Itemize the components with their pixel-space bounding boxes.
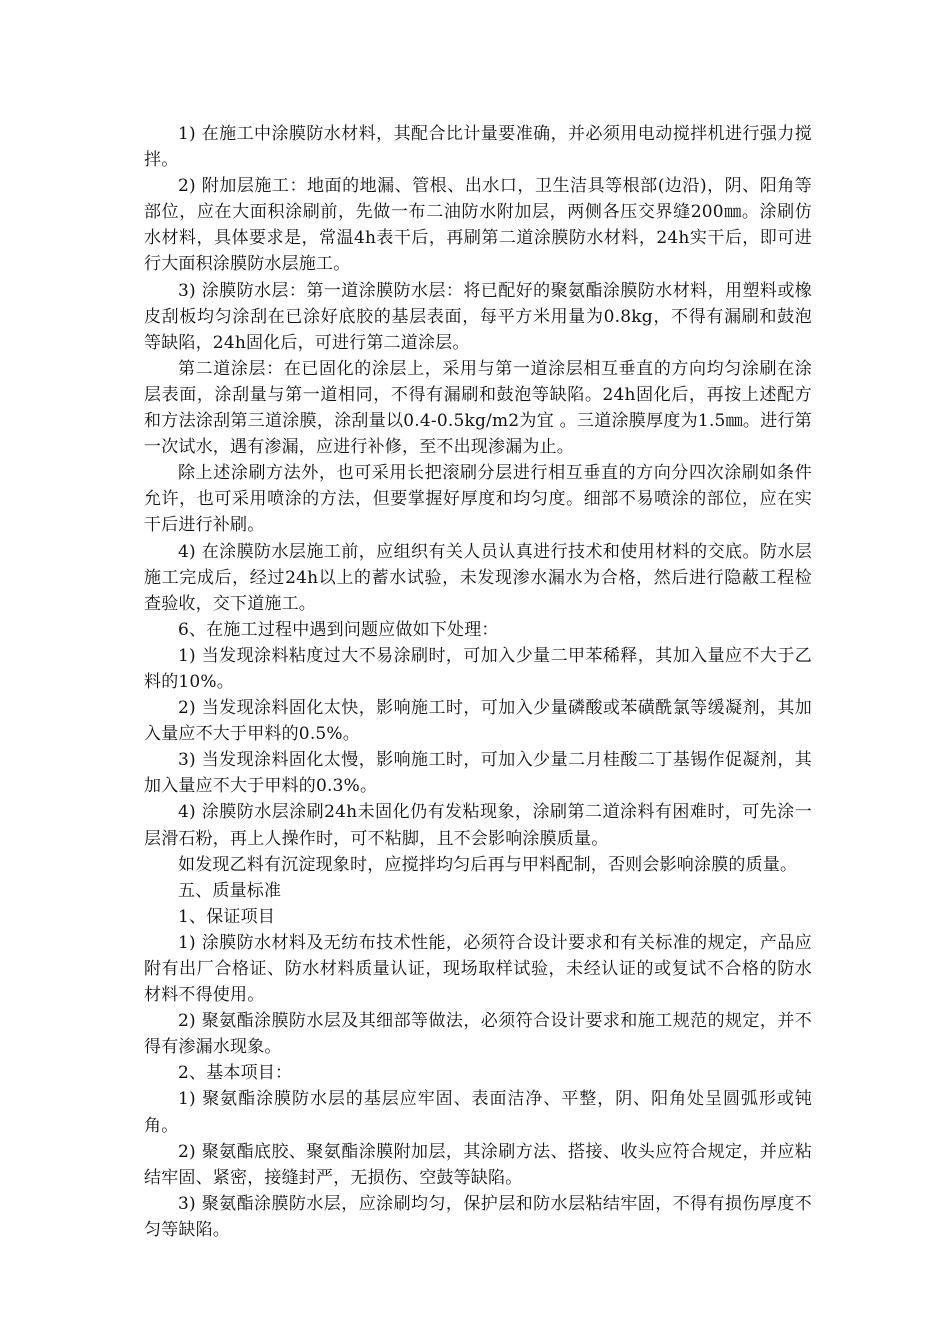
paragraph-fast-cure: 2) 当发现涂料固化太快，影响施工时，可加入少量磷酸或苯磺酰氯等缓凝剂，其加入量应不大于甲料的0.5%。 — [144, 698, 812, 745]
subsection-heading-basic: 2、基本项目： — [178, 1063, 293, 1084]
paragraph-base-layer: 1) 聚氨酯涂膜防水层的基层应牢固、表面洁净、平整，阴、阳角处呈圆弧形或钝角。 — [144, 1089, 812, 1136]
paragraph-material-spec: 1) 涂膜防水材料及无纺布技术性能，必须符合设计要求和有关标准的规定，产品应附有出厂合格证、防水材料质量认证，现场取样试验，未经认证的或复试不合格的防水材料不得使用。 — [144, 932, 812, 1006]
subsection-heading-guarantee: 1、保证项目 — [178, 906, 276, 927]
paragraph-sediment: 如发现乙料有沉淀现象时，应搅拌均匀后再与甲料配制，否则会影响涂膜的质量。 — [178, 854, 798, 875]
paragraph-viscosity: 1) 当发现涂料粘度过大不易涂刷时，可加入少量二甲苯稀释，其加入量应不大于乙料的10%。 — [144, 645, 812, 692]
paragraph-roller-method: 除上述涂刷方法外，也可采用长把滚刷分层进行相互垂直的方向分四次涂刷如条件允许，也可采用喷涂的方法，但要掌握好厚度和均匀度。细部不易喷涂的部位，应在实干后进行补刷。 — [144, 463, 812, 536]
section-heading-quality: 五、质量标准 — [178, 880, 282, 901]
paragraph-coating-uniform: 3) 聚氨酯涂膜防水层，应涂刷均匀，保护层和防水层粘结牢固，不得有损伤厚度不匀等缺陷。 — [144, 1193, 812, 1240]
document-body — [144, 121, 812, 1243]
paragraph-first-coat: 3) 涂膜防水层：第一道涂膜防水层：将已配好的聚氨酯涂膜防水材料，用塑料或橡皮刮板均匀涂刮在已涂好底胶的基层表面，每平方米用量为0.8kg，不得有漏刷和鼓泡等缺陷，24h固化后，可进行第二道涂层。 — [144, 280, 812, 353]
paragraph-additional-layer: 2) 附加层施工：地面的地漏、管根、出水口，卫生洁具等根部(边沿)，阴、阳角等部位，应在大面积涂刷前，先做一布二油防水附加层，两侧各压交界缝200㎜。涂刷仿水材料，具体要求是，常温4h表干后，再刷第二道涂膜防水材料，24h实干后，即可进行大面积涂膜防水层施工。 — [144, 176, 812, 275]
section-heading-problems: 6、在施工过程中遇到问题应做如下处理： — [178, 619, 499, 640]
paragraph-slow-cure: 3) 当发现涂料固化太慢，影响施工时，可加入少量二月桂酸二丁基锡作促凝剂，其加入量应不大于甲料的0.3%。 — [144, 750, 812, 797]
paragraph-mixing: 1) 在施工中涂膜防水材料，其配合比计量要准确，并必须用电动搅拌机进行强力搅拌。 — [144, 124, 812, 171]
paragraph-primer: 2) 聚氨酯底胶、聚氨酯涂膜附加层，其涂刷方法、搭接、收头应符合规定，并应粘结牢固、紧密，接缝封严，无损伤、空鼓等缺陷。 — [144, 1141, 812, 1188]
paragraph-tacky: 4) 涂膜防水层涂刷24h未固化仍有发粘现象，涂刷第二道涂料有困难时，可先涂一层滑石粉，再上人操作时，可不粘脚，且不会影响涂膜质量。 — [144, 802, 812, 849]
paragraph-second-coat: 第二道涂层：在已固化的涂层上，采用与第一道涂层相互垂直的方向均匀涂刷在涂层表面，涂刮量与第一道相同，不得有漏刷和鼓泡等缺陷。24h固化后，再按上述配方和方法涂刮第三道涂膜，涂刮量以0.4-0.5kg/m2为宜 。三道涂膜厚度为1.5㎜。进行第一次试水，遇有渗漏，应进行补修，至不出现渗漏为止。 — [144, 358, 812, 458]
paragraph-briefing: 4) 在涂膜防水层施工前，应组织有关人员认真进行技术和使用材料的交底。防水层施工完成后，经过24h以上的蓄水试验，未发现渗水漏水为合格，然后进行隐蔽工程检查验收，交下道施工。 — [144, 541, 812, 614]
paragraph-detail-spec: 2) 聚氨酯涂膜防水层及其细部等做法，必须符合设计要求和施工规范的规定，并不得有渗漏水现象。 — [144, 1011, 812, 1058]
